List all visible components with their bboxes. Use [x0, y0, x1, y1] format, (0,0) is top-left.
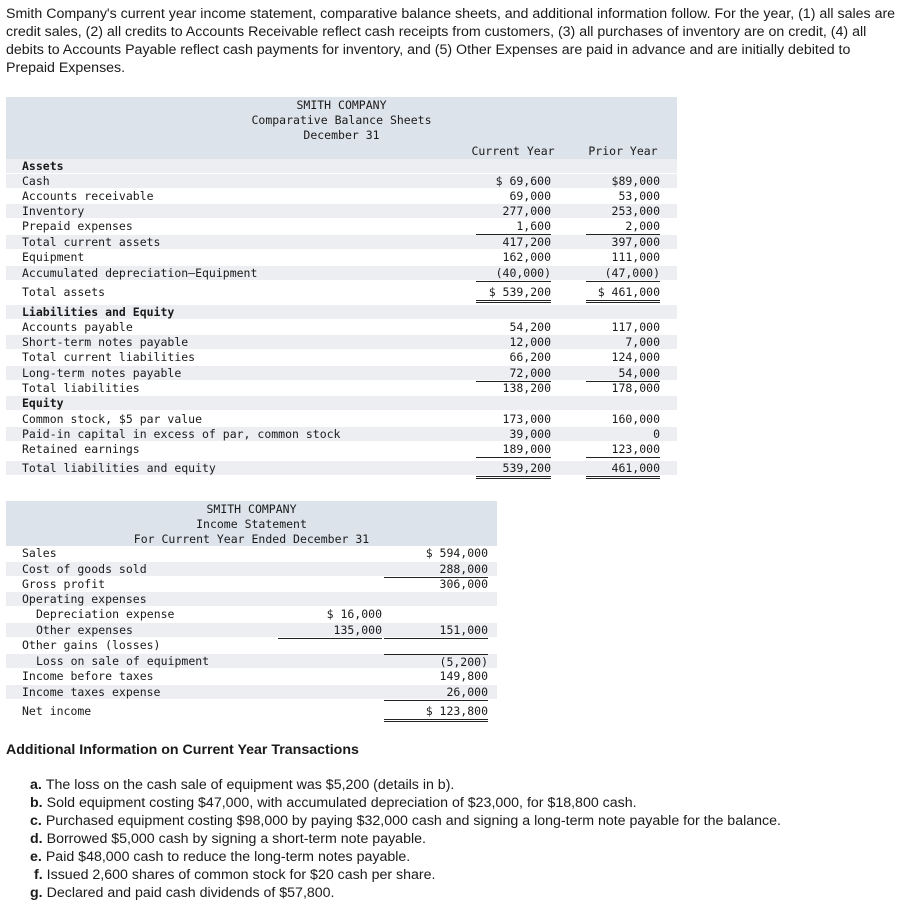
bs-row-prior: 253,000: [611, 204, 660, 218]
bs-row-prior: 124,000: [611, 350, 660, 364]
bs-row-label: Total current liabilities: [22, 350, 196, 364]
is-row-label: Net income: [22, 704, 92, 718]
is-row-label: Gross profit: [22, 577, 106, 591]
item-letter: c.: [30, 813, 42, 829]
bs-row-current: 69,000: [509, 189, 551, 203]
bs-row-current: 1,600: [476, 219, 551, 235]
is-title: Income Statement: [196, 517, 307, 531]
item-text: Issued 2,600 shares of common stock for $20 cash per share.: [46, 867, 436, 883]
is-row-outer: 149,800: [439, 669, 488, 683]
is-row-label: Income taxes expense: [22, 685, 161, 699]
item-letter: g.: [30, 885, 43, 901]
is-period: For Current Year Ended December 31: [133, 532, 370, 546]
bs-row-prior: 2,000: [586, 219, 660, 235]
bs-row-prior: 7,000: [625, 335, 660, 349]
bs-row-current: 54,200: [509, 320, 551, 334]
is-row-label: Other expenses: [36, 623, 133, 637]
bs-row-prior: 111,000: [611, 250, 660, 264]
bs-row-label: Equipment: [22, 250, 85, 264]
bs-row-current: 66,200: [509, 350, 551, 364]
additional-info-item: [30, 776, 781, 794]
is-row-inner: $ 16,000: [326, 607, 382, 621]
bs-row-label: Prepaid expenses: [22, 219, 133, 233]
is-row-label: Depreciation expense: [36, 607, 175, 621]
bs-row-current: $ 539,200: [476, 285, 551, 303]
item-letter: f.: [34, 867, 43, 883]
bs-row-prior: $89,000: [611, 174, 660, 188]
bs-row-current: 173,000: [502, 412, 551, 426]
bs-row-prior: 461,000: [586, 461, 660, 479]
bs-row-prior: 160,000: [611, 412, 660, 426]
additional-info-item: [30, 812, 781, 830]
is-row-label: Operating expenses: [22, 592, 147, 606]
is-row-label: Loss on sale of equipment: [36, 654, 210, 668]
bs-title: Comparative Balance Sheets: [251, 113, 432, 127]
bs-row-prior: 178,000: [611, 381, 660, 395]
is-row-outer: 26,000: [384, 685, 488, 701]
bs-row-prior: 117,000: [611, 320, 660, 334]
bs-row-label: Total assets: [22, 285, 106, 299]
bs-row-label: Accumulated depreciation—Equipment: [22, 266, 258, 280]
item-text: Purchased equipment costing $98,000 by paying $32,000 cash and signing a long-term note payable for the balance.: [45, 813, 781, 829]
bs-row-label: Long-term notes payable: [22, 366, 182, 380]
bs-row-stripe: [6, 396, 677, 410]
bs-row-current: 72,000: [476, 366, 551, 382]
intro-paragraph: Smith Company's current year income statement, comparative balance sheets, and additional information follow. For the year, (1) all sales are credit sales, (2) all credits to Accounts Receivable reflect cash receipts from customers, (3) all purchases of inventory are on credit, (4) all debits to Accounts Payable reflect cash payments for inventory, and (5) Other Expenses are paid in advance and are initially debited to Prepaid Expenses.: [6, 6, 896, 76]
item-text: Borrowed $5,000 cash by signing a short-term note payable.: [46, 831, 426, 847]
item-letter: e.: [30, 849, 42, 865]
bs-row-current: 539,200: [476, 461, 551, 479]
item-letter: a.: [30, 777, 42, 793]
bs-row-current: 189,000: [476, 442, 551, 458]
bs-row-prior: 54,000: [586, 366, 660, 382]
is-row-outer: 306,000: [439, 577, 488, 591]
bs-row-prior: (47,000): [586, 266, 660, 282]
bs-row-label: Total liabilities and equity: [22, 461, 216, 475]
additional-info-item: [30, 830, 781, 848]
bs-row-label: Equity: [22, 396, 64, 410]
additional-info-item: [30, 794, 781, 812]
is-row-outer: $ 594,000: [425, 546, 488, 560]
bs-company: SMITH COMPANY: [296, 98, 387, 112]
bs-row-label: Cash: [22, 174, 50, 188]
bs-row-label: Inventory: [22, 204, 85, 218]
bs-row-stripe: [6, 174, 677, 188]
bs-col-prior: Prior Year: [588, 144, 658, 158]
item-letter: d.: [30, 831, 43, 847]
bs-row-label: Total current assets: [22, 235, 161, 249]
bs-row-current: 162,000: [502, 250, 551, 264]
bs-row-label: Liabilities and Equity: [22, 305, 175, 319]
additional-info-list: [30, 776, 781, 902]
bs-row-current: $ 69,600: [495, 174, 551, 188]
is-row-inner: 135,000: [278, 623, 382, 639]
is-row-outer: (5,200): [384, 654, 488, 670]
additional-info-item: [30, 884, 781, 902]
bs-row-stripe: [6, 159, 677, 173]
is-row-label: Income before taxes: [22, 669, 154, 683]
bs-row-current: 12,000: [509, 335, 551, 349]
additional-info-item: [30, 866, 781, 884]
item-text: Declared and paid cash dividends of $57,800.: [46, 885, 335, 901]
bs-row-current: 417,200: [502, 235, 551, 249]
bs-row-label: Retained earnings: [22, 442, 140, 456]
bs-row-current: 277,000: [502, 204, 551, 218]
item-text: Sold equipment costing $47,000, with accumulated depreciation of $23,000, for $18,800 cash.: [46, 795, 637, 811]
additional-info-item: [30, 848, 781, 866]
income-statement-table: [6, 501, 497, 721]
bs-row-prior: $ 461,000: [586, 285, 660, 303]
is-row-label: Other gains (losses): [22, 638, 161, 652]
is-row-outer: 151,000: [384, 623, 488, 639]
bs-row-label: Total liabilities: [22, 381, 140, 395]
bs-row-label: Short-term notes payable: [22, 335, 189, 349]
bs-row-label: Paid-in capital in excess of par, common stock: [22, 427, 341, 441]
bs-date: December 31: [303, 128, 380, 142]
bs-row-label: Accounts receivable: [22, 189, 154, 203]
bs-row-current: 39,000: [509, 427, 551, 441]
bs-row-label: Assets: [22, 159, 64, 173]
bs-row-prior: 0: [653, 427, 660, 441]
bs-row-current: (40,000): [476, 266, 551, 282]
item-text: The loss on the cash sale of equipment was $5,200 (details in b).: [45, 777, 455, 793]
bs-row-label: Common stock, $5 par value: [22, 412, 203, 426]
is-row-outer: 288,000: [384, 562, 488, 578]
bs-row-stripe: [6, 204, 677, 218]
bs-row-current: 138,200: [502, 381, 551, 395]
is-row-outer: $ 123,800: [384, 704, 488, 722]
is-row-label: Sales: [22, 546, 57, 560]
bs-row-prior: 397,000: [611, 235, 660, 249]
item-text: Paid $48,000 cash to reduce the long-term notes payable.: [45, 849, 411, 865]
additional-info-title: Additional Information on Current Year Transactions: [6, 742, 359, 758]
is-company: SMITH COMPANY: [206, 502, 297, 516]
bs-col-current: Current Year: [471, 144, 555, 158]
bs-row-prior: 123,000: [586, 442, 660, 458]
bs-row-label: Accounts payable: [22, 320, 133, 334]
bs-row-prior: 53,000: [618, 189, 660, 203]
is-row-label: Cost of goods sold: [22, 562, 147, 576]
balance-sheet-table: [6, 97, 677, 477]
item-letter: b.: [30, 795, 43, 811]
